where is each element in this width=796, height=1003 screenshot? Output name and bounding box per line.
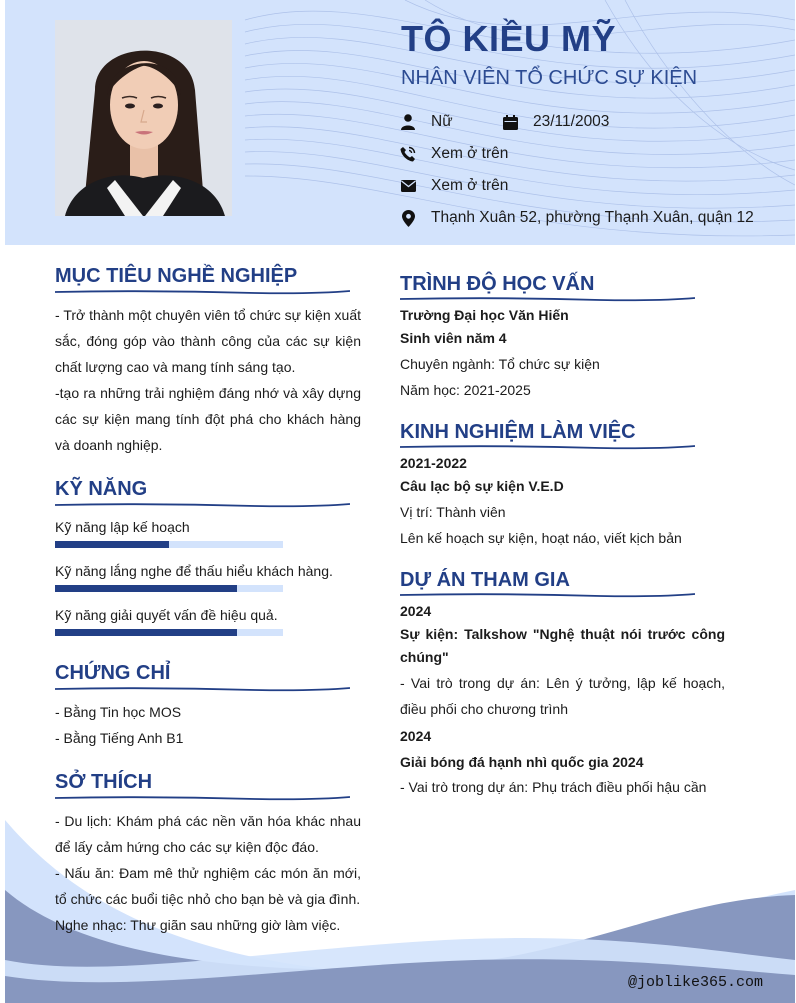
certificates-heading: CHỨNG CHỈ	[55, 662, 171, 684]
email-value: Xem ở trên	[431, 177, 509, 194]
projects-underline	[400, 592, 695, 598]
education-year-level: Sinh viên năm 4	[400, 330, 507, 346]
objective-underline	[55, 289, 350, 295]
experience-duties: Lên kế hoạch sự kiện, hoạt náo, viết kịch bản	[400, 530, 682, 546]
hobby-line: - Nấu ăn: Đam mê thử nghiệm các món ăn mới, tổ chức các buổi tiệc nhỏ cho bạn bè và gia đình.	[55, 865, 361, 907]
experience-details	[400, 499, 725, 551]
phone-icon	[400, 146, 416, 162]
objective-line: - Trở thành một chuyên viên tổ chức sự kiện xuất sắc, đóng góp vào thành công của các sự kiện chất lượng cao và mang tính sáng tạo.	[55, 307, 361, 375]
envelope-icon	[400, 178, 416, 194]
project-name: Sự kiện: Talkshow "Nghệ thuật nói trước công chúng"	[400, 626, 725, 665]
skill-bar	[55, 585, 283, 592]
education-block	[400, 304, 725, 350]
project-1-role	[400, 670, 725, 722]
education-period: Năm học: 2021-2025	[400, 382, 531, 398]
skill-label: Kỹ năng giải quyết vấn đề hiệu quả.	[55, 607, 278, 623]
watermark: @joblike365.com	[628, 974, 764, 991]
phone-row	[400, 145, 508, 163]
skill-bar	[55, 629, 283, 636]
education-school: Trường Đại học Văn Hiến	[400, 307, 569, 323]
objective-line: -tạo ra những trải nghiệm đáng nhớ và xây dựng các sự kiện mang tính đột phá cho khách hàng và doanh nghiệp.	[55, 385, 361, 453]
projects-heading: DỰ ÁN THAM GIA	[400, 569, 570, 591]
candidate-name: TÔ KIỀU MỸ	[401, 18, 617, 59]
education-heading: TRÌNH ĐỘ HỌC VẤN	[400, 273, 595, 295]
job-title: NHÂN VIÊN TỔ CHỨC SỰ KIỆN	[401, 67, 698, 89]
project-role: - Vai trò trong dự án: Lên ý tưởng, lập kế hoạch, điều phối cho chương trình	[400, 675, 725, 717]
skills-heading: KỸ NĂNG	[55, 478, 148, 500]
email-row	[400, 177, 508, 195]
skill-label: Kỹ năng lắng nghe để thấu hiểu khách hàng.	[55, 563, 333, 579]
profile-photo	[55, 20, 232, 216]
skill-bar-fill	[55, 585, 237, 592]
skill-bar-fill	[55, 629, 237, 636]
phone-value: Xem ở trên	[431, 145, 509, 162]
project-2-role	[400, 774, 725, 800]
experience-header	[400, 452, 725, 498]
gender-value: Nữ	[431, 113, 453, 130]
certificates-underline	[55, 686, 350, 692]
certificate-item: - Bằng Tiếng Anh B1	[55, 730, 184, 746]
person-icon	[400, 114, 416, 130]
project-name: Giải bóng đá hạnh nhì quốc gia 2024	[400, 754, 644, 770]
objective-heading: MỤC TIÊU NGHỀ NGHIỆP	[55, 265, 298, 287]
skill-label: Kỹ năng lập kế hoạch	[55, 519, 190, 535]
experience-period: 2021-2022	[400, 455, 467, 471]
project-year: 2024	[400, 728, 432, 744]
hobby-line: Nghe nhạc: Thư giãn sau những giờ làm việc.	[55, 917, 341, 933]
hobby-line: - Du lịch: Khám phá các nền văn hóa khác nhau để lấy cảm hứng cho các sự kiện độc đáo.	[55, 813, 361, 855]
address-value: Thạnh Xuân 52, phường Thạnh Xuân, quận 12	[431, 209, 754, 226]
certificates-list	[55, 699, 361, 751]
experience-org: Câu lạc bộ sự kiện V.E.D	[400, 478, 564, 494]
project-role: - Vai trò trong dự án: Phụ trách điều phối hậu cần	[400, 779, 707, 795]
objective-text	[55, 302, 361, 458]
birthday-row	[502, 113, 609, 131]
hobbies-underline	[55, 795, 350, 801]
location-pin-icon	[400, 210, 416, 226]
education-underline	[400, 296, 695, 302]
experience-heading: KINH NGHIỆM LÀM VIỆC	[400, 421, 636, 443]
project-1-header	[400, 600, 725, 669]
calendar-icon	[502, 114, 518, 130]
education-major: Chuyên ngành: Tổ chức sự kiện	[400, 356, 600, 372]
education-details	[400, 351, 725, 403]
hobbies-text	[55, 808, 361, 938]
skill-bar-fill	[55, 541, 169, 548]
certificate-item: - Bằng Tin học MOS	[55, 704, 182, 720]
skill-bar	[55, 541, 283, 548]
project-2-header	[400, 723, 725, 775]
birthday-value: 23/11/2003	[533, 113, 610, 130]
gender-row	[400, 113, 453, 131]
hobbies-heading: SỞ THÍCH	[55, 771, 153, 793]
experience-underline	[400, 444, 695, 450]
project-year: 2024	[400, 603, 432, 619]
experience-position: Vị trí: Thành viên	[400, 504, 506, 520]
skills-underline	[55, 502, 350, 508]
address-row	[400, 209, 754, 227]
